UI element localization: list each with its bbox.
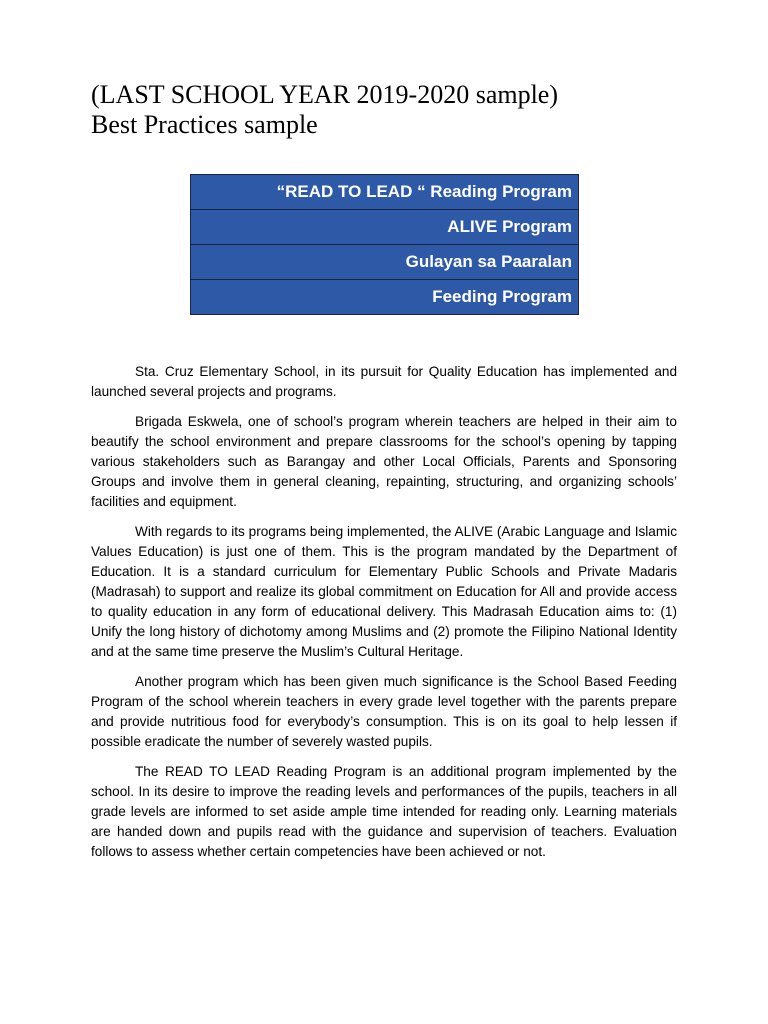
paragraph-brigada-eskwela: Brigada Eskwela, one of school’s program wherein teachers are helped in their aim to beautify the school environment and prepare classrooms for the school’s opening by tapping various stakeholders such as Barangay and other Local Officials, Parents and Sponsoring Groups and involve them in general cleaning, repainting, structuring, and organizing schools’ facilities and equipment. [91,414,677,509]
program-read-to-lead: “READ TO LEAD “ Reading Program [191,175,579,210]
program-feeding: Feeding Program [191,280,579,315]
paragraph-feeding: Another program which has been given much significance is the School Based Feeding Program of the school wherein teachers in every grade level together with the parents prepare and provide nutritious food for everybody’s consumption. This is on its goal to help lessen if possible eradicate the number of severely wasted pupils. [91,674,677,749]
programs-table [190,174,579,315]
program-gulayan: Gulayan sa Paaralan [191,245,579,280]
table-row [191,280,579,315]
program-alive: ALIVE Program [191,210,579,245]
table-row [191,210,579,245]
document-title [91,80,731,140]
paragraph-intro: Sta. Cruz Elementary School, in its pursuit for Quality Education has implemented and launched several projects and programs. [91,364,677,399]
title-line-1: (LAST SCHOOL YEAR 2019-2020 sample) [91,80,559,109]
paragraph-alive: With regards to its programs being implemented, the ALIVE (Arabic Language and Islamic Values Education) is just one of them. This is the program mandated by the Department of Education. It is a standard curriculum for Elementary Public Schools and Private Madaris (Madrasah) to support and realize its global commitment on Education for All and provide access to quality education in any form of educational delivery. This Madrasah Education aims to: (1) Unify the long history of dichotomy among Muslims and (2) promote the Filipino National Identity and at the same time preserve the Muslim’s Cultural Heritage. [91,524,677,659]
title-line-2: Best Practices sample [91,110,318,139]
table-row [191,175,579,210]
table-row [191,245,579,280]
document-body [91,362,677,872]
paragraph-read-to-lead: The READ TO LEAD Reading Program is an additional program implemented by the school. In its desire to improve the reading levels and performances of the pupils, teachers in all grade levels are informed to set aside ample time intended for reading only. Learning materials are handed down and pupils read with the guidance and supervision of teachers. Evaluation follows to assess whether certain competencies have been achieved or not. [91,764,677,859]
